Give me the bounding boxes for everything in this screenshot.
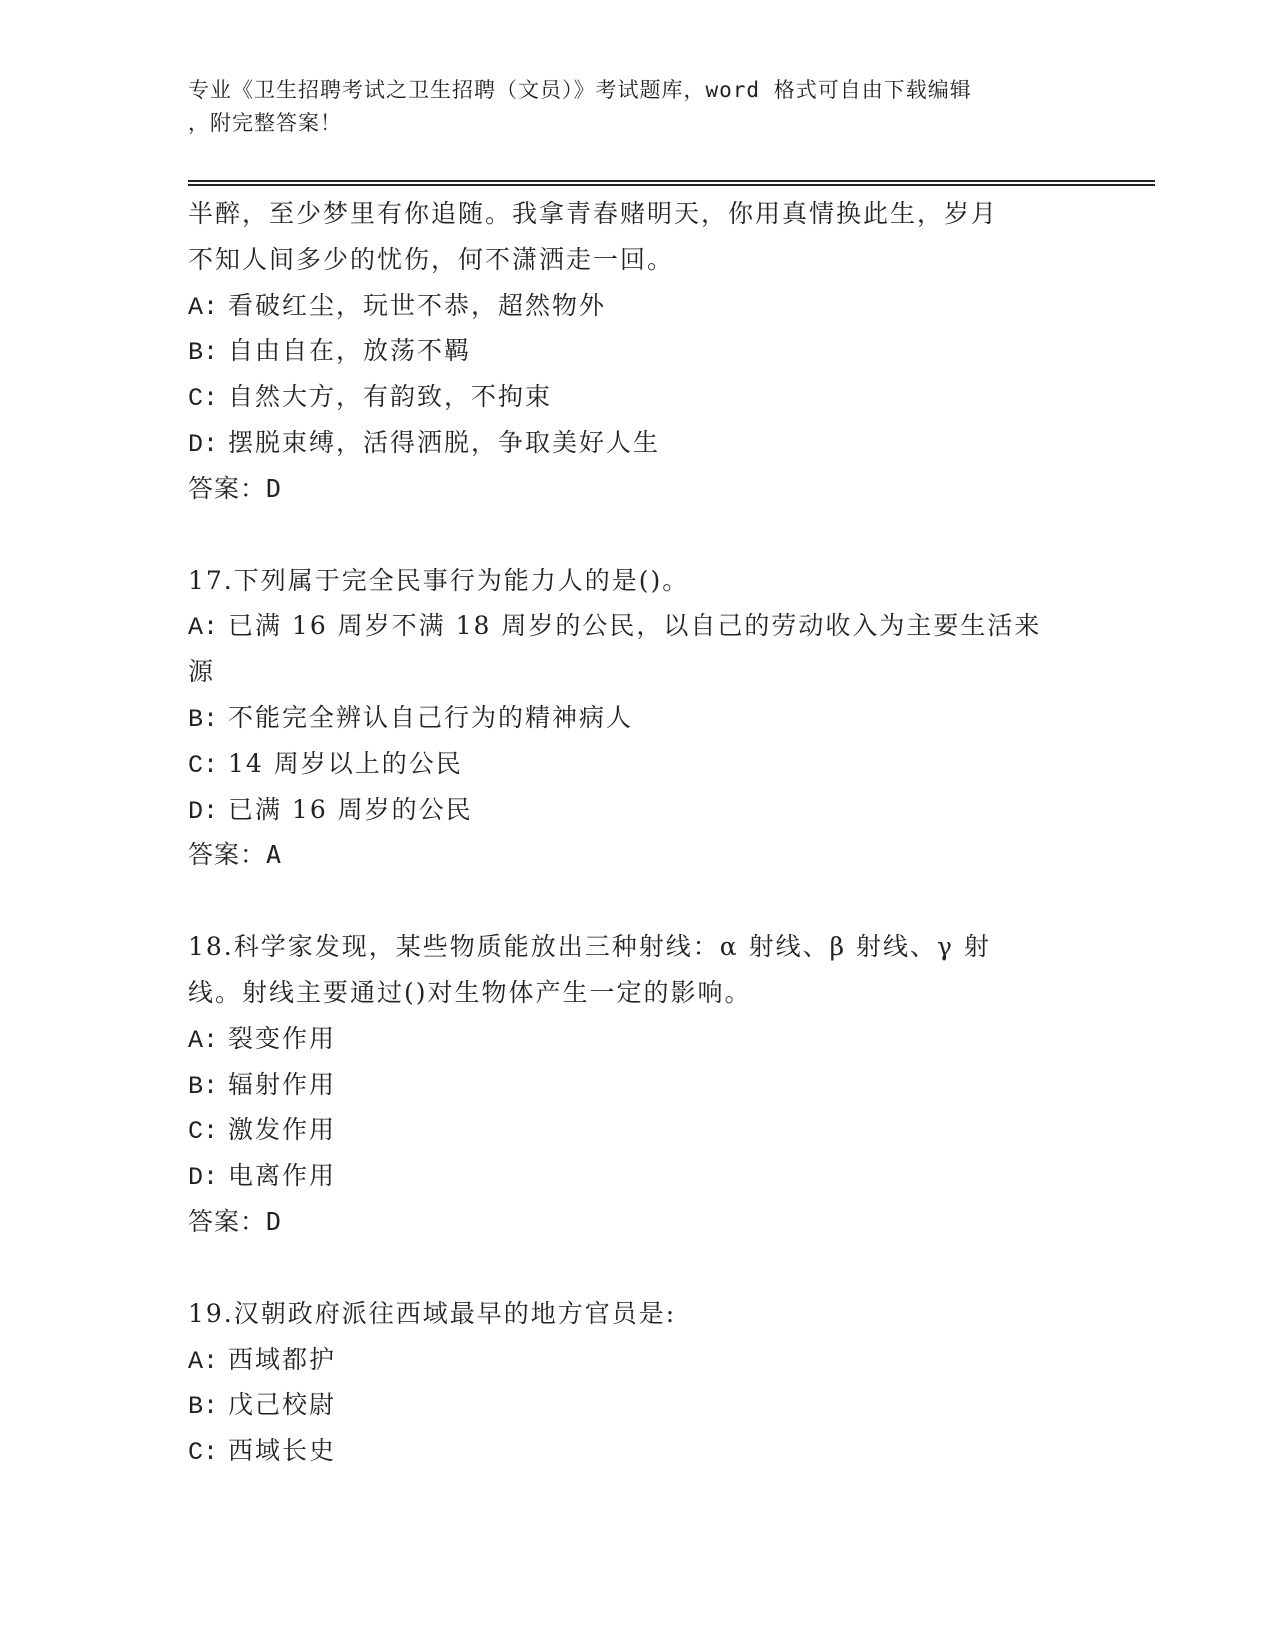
question-text-line: 17.下列属于完全民事行为能力人的是()。 <box>188 565 690 595</box>
option-a <box>188 1337 1088 1383</box>
option-a <box>188 1016 1088 1062</box>
question-block-continued <box>188 191 1088 512</box>
option-text: 摆脱束缚，活得洒脱，争取美好人生 <box>227 427 660 457</box>
option-text: 14 周岁以上的公民 <box>227 748 463 778</box>
option-key: B: <box>188 1392 219 1422</box>
option-key: D: <box>188 796 219 826</box>
answer-value: A <box>266 840 283 870</box>
question-gap <box>188 1245 1088 1291</box>
question-text-line: 19.汉朝政府派往西域最早的地方官员是: <box>188 1298 677 1328</box>
option-c <box>188 741 1088 787</box>
header-line-2: ，附完整答案！ <box>188 111 342 135</box>
question-text-line: 不知人间多少的忧伤，何不潇洒走一回。 <box>188 244 675 274</box>
option-d <box>188 1153 1088 1199</box>
option-key: C: <box>188 1438 219 1468</box>
option-c <box>188 1107 1088 1153</box>
option-b <box>188 328 1088 374</box>
option-a-wrap: 源 <box>188 657 216 687</box>
option-text: 西域都护 <box>227 1344 336 1374</box>
question-gap <box>188 878 1088 924</box>
option-key: B: <box>188 338 219 368</box>
header-line-1: 专业《卫生招聘考试之卫生招聘（文员）》考试题库，word 格式可自由下载编辑 <box>188 78 972 102</box>
question-block-17 <box>188 558 1088 879</box>
option-text: 西域长史 <box>227 1436 336 1466</box>
option-text: 不能完全辨认自己行为的精神病人 <box>227 702 633 732</box>
option-b <box>188 1062 1088 1108</box>
question-list <box>188 191 1088 1474</box>
option-d <box>188 420 1088 466</box>
question-gap <box>188 512 1088 558</box>
question-text-line: 线。射线主要通过()对生物体产生一定的影响。 <box>188 977 752 1007</box>
option-a <box>188 283 1088 329</box>
option-text: 自然大方，有韵致，不拘束 <box>227 382 552 412</box>
option-c <box>188 374 1088 420</box>
answer-line <box>188 1199 1088 1245</box>
option-text: 电离作用 <box>227 1161 336 1191</box>
answer-label: 答案： <box>188 840 267 870</box>
header-rule-top <box>188 180 1155 182</box>
option-b <box>188 695 1088 741</box>
option-key: A: <box>188 613 219 643</box>
question-block-19 <box>188 1291 1088 1474</box>
option-key: A: <box>188 1025 219 1055</box>
option-key: C: <box>188 750 219 780</box>
option-b <box>188 1382 1088 1428</box>
option-key: C: <box>188 384 219 414</box>
option-text: 激发作用 <box>227 1115 336 1145</box>
option-text: 戊己校尉 <box>227 1390 336 1420</box>
answer-line <box>188 832 1088 878</box>
option-key: B: <box>188 704 219 734</box>
question-block-18 <box>188 924 1088 1245</box>
option-c <box>188 1428 1088 1474</box>
answer-line <box>188 466 1088 512</box>
option-text: 已满 16 周岁不满 18 周岁的公民，以自己的劳动收入为主要生活来 <box>227 611 1042 641</box>
option-text: 辐射作用 <box>227 1069 336 1099</box>
option-key: C: <box>188 1117 219 1147</box>
option-text: 裂变作用 <box>227 1023 336 1053</box>
option-key: A: <box>188 292 219 322</box>
option-text: 自由自在，放荡不羁 <box>227 336 471 366</box>
document-header <box>188 74 1068 140</box>
question-text-line: 半醉，至少梦里有你追随。我拿青春赌明天，你用真情换此生，岁月 <box>188 199 999 228</box>
answer-value: D <box>266 473 283 503</box>
option-text: 已满 16 周岁的公民 <box>227 794 473 824</box>
answer-label: 答案： <box>188 1206 267 1236</box>
question-text-line: 18.科学家发现，某些物质能放出三种射线：α 射线、β 射线、γ 射 <box>188 932 991 962</box>
option-key: D: <box>188 1163 219 1193</box>
header-rule-bottom <box>188 184 1155 186</box>
option-d <box>188 787 1088 833</box>
option-key: B: <box>188 1071 219 1101</box>
option-key: D: <box>188 429 219 459</box>
option-key: A: <box>188 1346 219 1376</box>
option-text: 看破红尘，玩世不恭，超然物外 <box>227 290 606 320</box>
option-a <box>188 603 1088 649</box>
answer-label: 答案： <box>188 473 267 503</box>
answer-value: D <box>266 1206 283 1236</box>
